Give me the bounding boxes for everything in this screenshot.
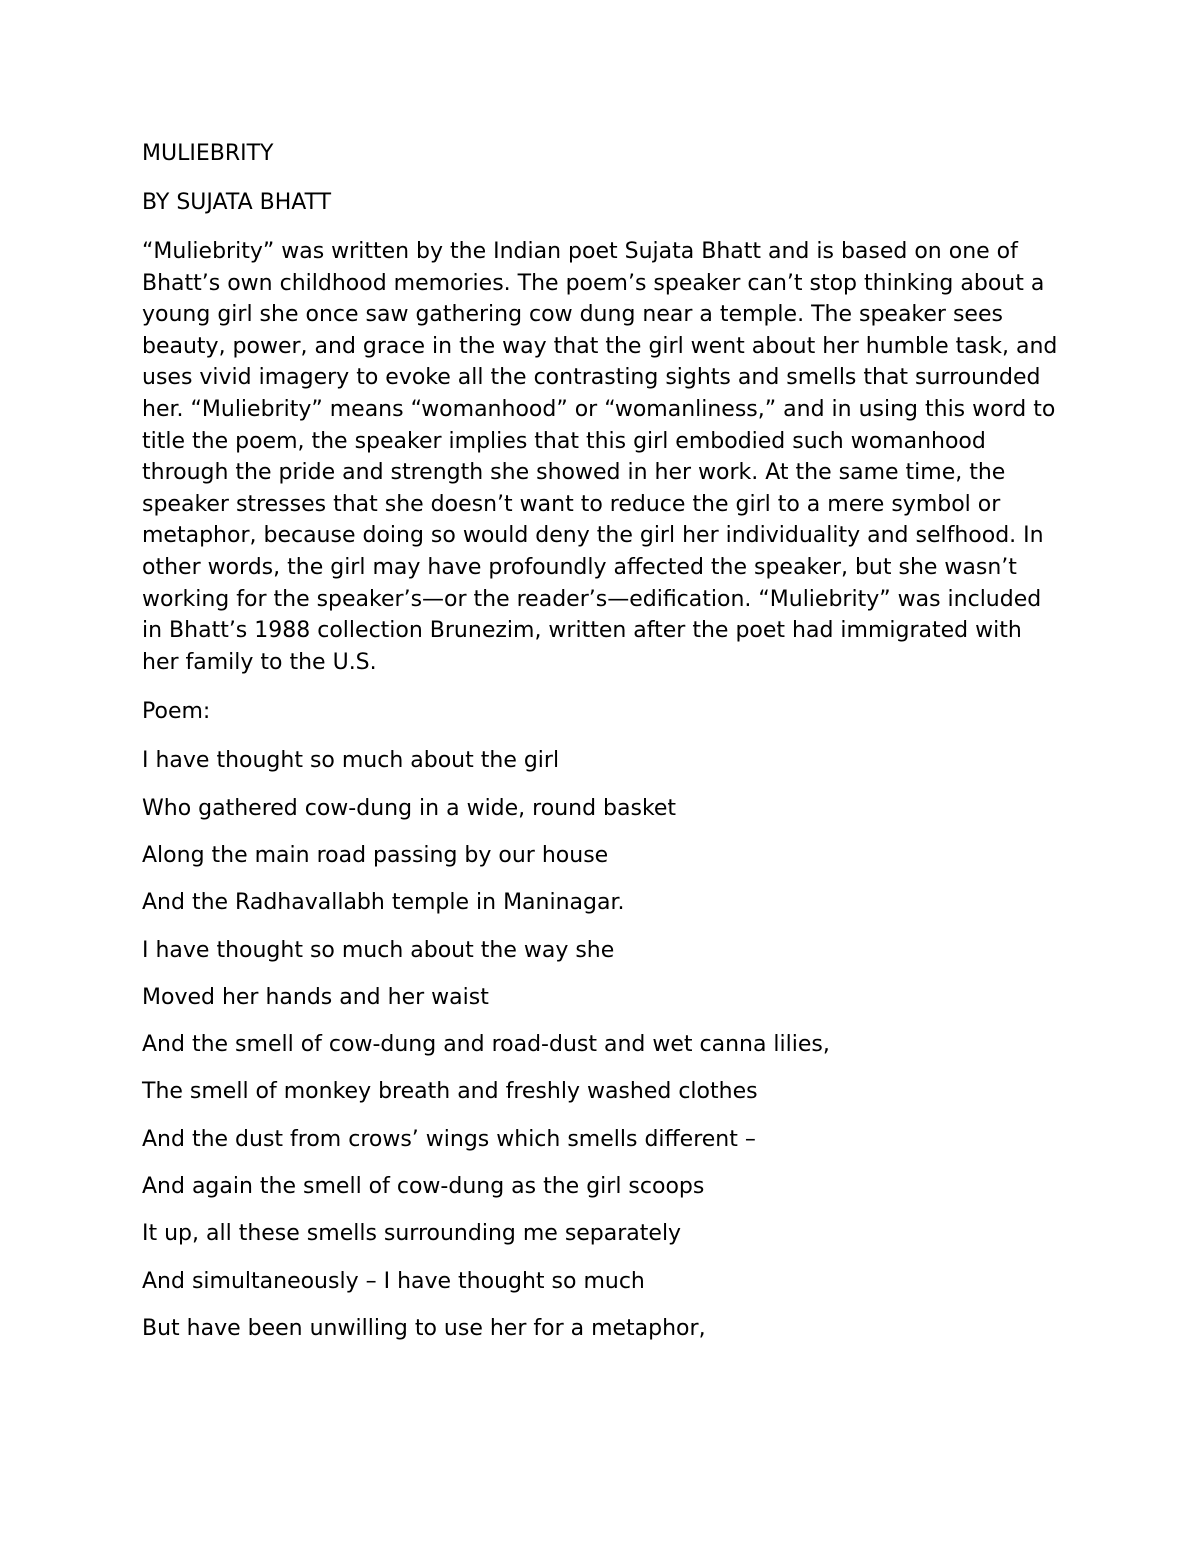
poem-line: And the smell of cow-dung and road-dust and wet canna lilies, — [142, 1032, 830, 1058]
poem-line: Moved her hands and her waist — [142, 984, 489, 1010]
poem-line: Who gathered cow-dung in a wide, round basket — [142, 795, 677, 821]
poem-line: And again the smell of cow-dung as the girl scoops — [142, 1173, 705, 1199]
author-byline: BY SUJATA BHATT — [142, 190, 332, 215]
poem-line: I have thought so much about the way she — [142, 937, 615, 963]
poem-line: It up, all these smells surrounding me separately — [142, 1221, 682, 1247]
document-title: MULIEBRITY — [142, 141, 274, 166]
poem-label: Poem: — [142, 699, 211, 725]
poem-line: But have been unwilling to use her for a metaphor, — [142, 1315, 706, 1341]
poem-line: I have thought so much about the girl — [142, 748, 560, 774]
intro-paragraph: “Muliebrity” was written by the Indian poet Sujata Bhatt and is based on one of Bhatt’s own childhood memories. The poem’s speaker can’t stop thinking about a young girl she once saw gathering cow dung near a temple. The speaker sees beauty, power, and grace in the way that the girl went about her humble task, and uses vivid imagery to evoke all the contrasting sights and smells that surrounded her. “Muliebrity” means “womanhood” or “womanliness,” and in using this word to title the poem, the speaker implies that this girl embodied such womanhood through the pride and strength she showed in her work. At the same time, the speaker stresses that she doesn’t want to reduce the girl to a mere symbol or metaphor, because doing so would deny the girl her individuality and selfhood. In other words, the girl may have profoundly affected the speaker, but she wasn’t working for the speaker’s—or the reader’s—edification. “Muliebrity” was included in Bhatt’s 1988 collection Brunezim, written after the poet had immigrated with her family to the U.S. — [142, 239, 1058, 675]
poem-line: The smell of monkey breath and freshly washed clothes — [142, 1079, 758, 1105]
poem-line: And the dust from crows’ wings which smells different – — [142, 1126, 756, 1152]
poem-line: Along the main road passing by our house — [142, 842, 609, 868]
document-body — [142, 138, 1062, 1360]
poem-line: And the Radhavallabh temple in Maninagar. — [142, 890, 625, 916]
poem-lines — [142, 745, 1062, 1344]
poem-line: And simultaneously – I have thought so much — [142, 1268, 645, 1294]
